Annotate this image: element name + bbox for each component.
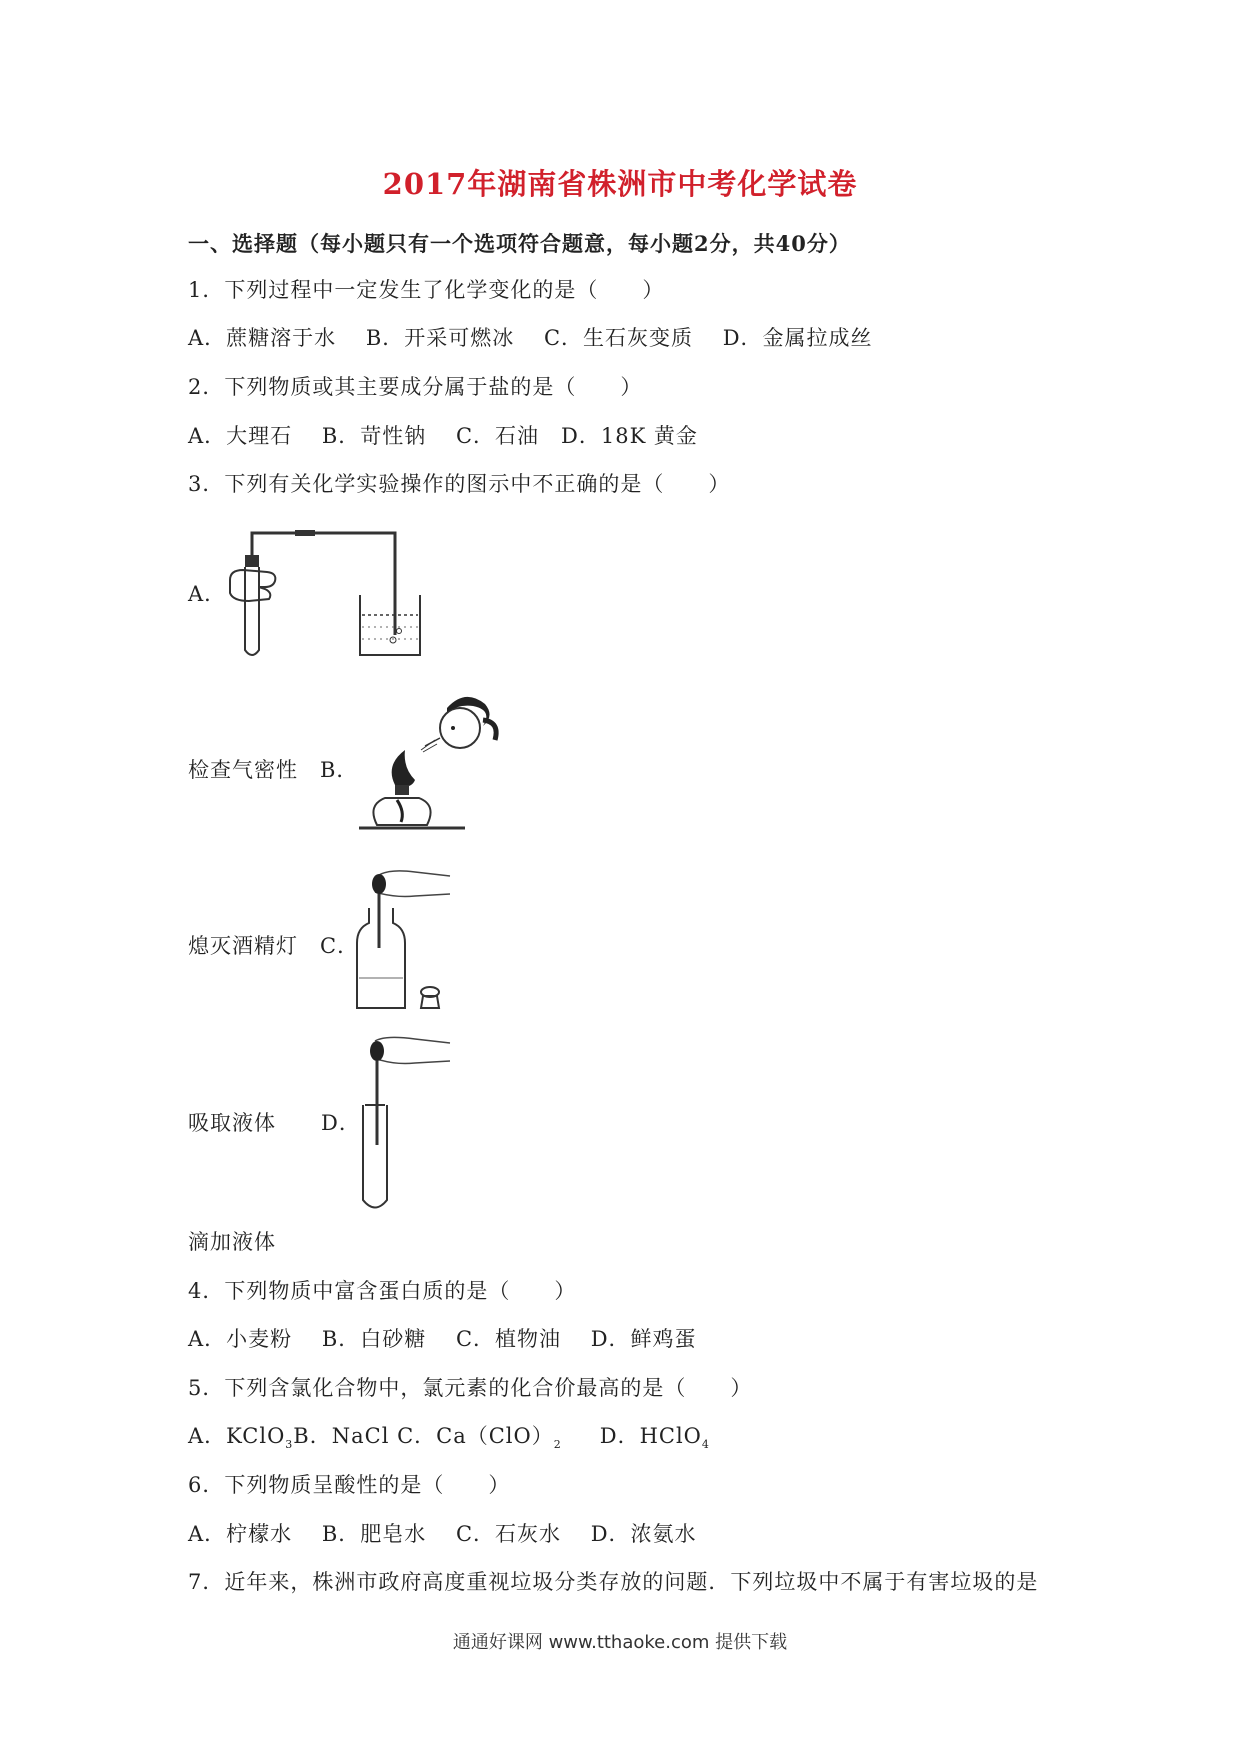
q5-option-a-subscript: 3 [285, 1438, 294, 1452]
q4-options: A．小麦粉 B．白砂糖 C．植物油 D．鲜鸡蛋 [188, 1327, 697, 1351]
q5-option-d-subscript: 4 [701, 1438, 710, 1452]
exam-title: 2017年湖南省株洲市中考化学试卷 [382, 167, 858, 201]
caption-draw-liquid: 吸取液体 [188, 1111, 276, 1135]
q3-option-d-caption: 滴加液体 [188, 1230, 276, 1254]
q5-option-d: D．HClO [577, 1424, 702, 1448]
drip-liquid-figure [355, 1035, 455, 1215]
q5-option-c-subscript: 2 [553, 1438, 562, 1452]
caption-extinguish-lamp: 熄灭酒精灯 [188, 934, 298, 958]
q3-option-c-letter: C． [320, 934, 360, 958]
airtightness-check-figure [225, 515, 425, 670]
q2-stem: 2．下列物质或其主要成分属于盐的是（ ） [188, 375, 643, 399]
page-footer: 通通好课网 www.tthaoke.com 提供下载 [452, 1632, 788, 1653]
q2-options: A．大理石 B．苛性钠 C．石油 D．18K 黄金 [188, 424, 698, 448]
q5-option-bc: B．NaCl C．Ca（ClO） [293, 1424, 554, 1448]
q1-stem: 1．下列过程中一定发生了化学变化的是（ ） [188, 278, 665, 302]
q4-stem: 4．下列物质中富含蛋白质的是（ ） [188, 1279, 577, 1303]
q5-options [188, 1420, 710, 1451]
caption-airtightness: 检查气密性 [188, 758, 298, 782]
q3-option-a-caption [188, 754, 358, 784]
q5-option-a: A．KClO [188, 1424, 286, 1448]
q6-stem: 6．下列物质呈酸性的是（ ） [188, 1473, 511, 1497]
q3-option-c-caption [188, 1107, 361, 1137]
draw-liquid-figure [355, 868, 455, 1018]
extinguish-lamp-figure [355, 690, 505, 840]
q1-options: A．蔗糖溶于水 B．开采可燃冰 C．生石灰变质 D．金属拉成丝 [188, 326, 873, 350]
q3-option-d-letter: D． [321, 1111, 361, 1135]
q5-stem: 5．下列含氯化合物中，氯元素的化合价最高的是（ ） [188, 1376, 753, 1400]
section-heading: 一、选择题（每小题只有一个选项符合题意，每小题2分，共40分） [188, 231, 851, 256]
q7-stem: 7．近年来，株洲市政府高度重视垃圾分类存放的问题．下列垃圾中不属于有害垃圾的是 [188, 1570, 1039, 1594]
q3-option-b-caption [188, 930, 359, 960]
q6-options: A．柠檬水 B．肥皂水 C．石灰水 D．浓氨水 [188, 1522, 697, 1546]
q3-stem: 3．下列有关化学实验操作的图示中不正确的是（ ） [188, 472, 731, 496]
q3-option-b-letter: B． [320, 758, 359, 782]
q3-option-a-letter: A． [188, 582, 227, 606]
